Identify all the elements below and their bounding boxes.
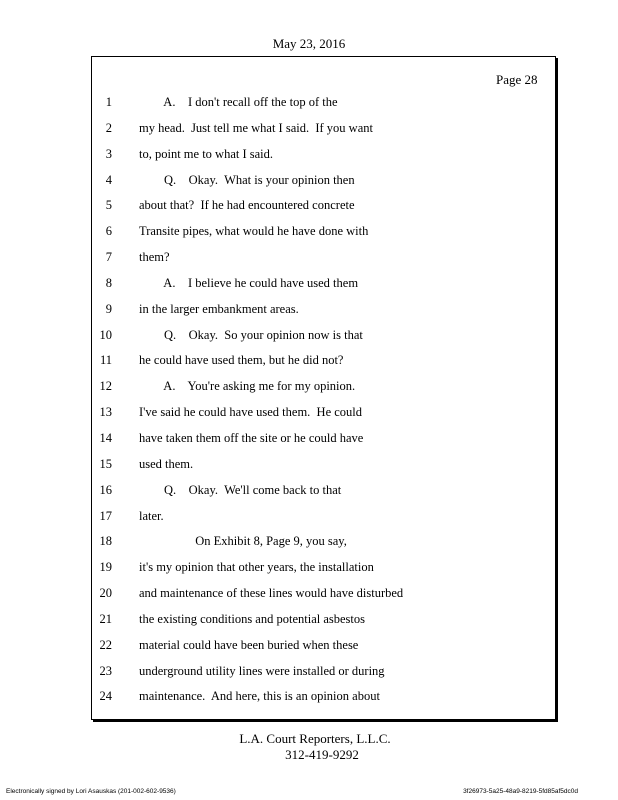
line-number: 9 (105, 301, 112, 316)
transcript-line (0, 579, 618, 605)
line-text: he could have used them, but he did not? (139, 353, 344, 368)
transcript-lines (0, 88, 618, 708)
line-text: them? (139, 250, 170, 265)
line-number: 5 (105, 198, 112, 213)
line-text: I've said he could have used them. He could (139, 405, 363, 420)
line-text: my head. Just tell me what I said. If you want (139, 120, 373, 135)
footer (0, 731, 618, 763)
transcript-line (0, 424, 618, 450)
transcript-line (0, 527, 618, 553)
line-number: 18 (99, 534, 112, 549)
line-number: 23 (99, 663, 112, 678)
line-number: 14 (99, 430, 112, 445)
page-number: Page 28 (496, 72, 538, 87)
transcript-line (0, 321, 618, 347)
line-text: later. (139, 508, 164, 523)
transcript-line (0, 372, 618, 398)
line-number: 6 (105, 224, 112, 239)
line-text: used them. (139, 456, 194, 471)
line-text: have taken them off the site or he could have (139, 430, 364, 445)
reporter-phone: 312-419-9292 (285, 747, 359, 762)
transcript-line (0, 450, 618, 476)
transcript-line (0, 476, 618, 502)
line-text: about that? If he had encountered concrete (139, 198, 355, 213)
line-number: 3 (105, 146, 112, 161)
line-text: A. You're asking me for my opinion. (139, 379, 356, 394)
line-number: 13 (99, 405, 112, 420)
line-number: 24 (99, 689, 112, 704)
line-text: Transite pipes, what would he have done with (139, 224, 369, 239)
transcript-line (0, 140, 618, 166)
line-text: A. I believe he could have used them (139, 275, 359, 290)
line-text: Q. Okay. So your opinion now is that (139, 327, 363, 342)
line-text: to, point me to what I said. (139, 146, 274, 161)
transcript-line (0, 346, 618, 372)
transcript-line (0, 191, 618, 217)
document-hash: 3f26973-5a25-48a9-8219-5fd85af5dc0d (463, 788, 578, 795)
line-number: 7 (105, 250, 112, 265)
line-text: material could have been buried when these (139, 637, 359, 652)
line-number: 20 (99, 586, 112, 601)
line-text: underground utility lines were installed or during (139, 663, 385, 678)
transcript-line (0, 114, 618, 140)
line-text: A. I don't recall off the top of the (139, 95, 338, 109)
reporter-company: L.A. Court Reporters, L.L.C. (239, 731, 391, 746)
electronic-signature: Electronically signed by Lori Asauskas (201-002-602-9536) (6, 788, 176, 795)
line-number: 2 (105, 120, 112, 135)
transcript-line (0, 243, 618, 269)
line-number: 12 (99, 379, 112, 394)
transcript-line (0, 605, 618, 631)
line-number: 16 (99, 482, 112, 497)
line-text: the existing conditions and potential asbestos (139, 611, 366, 626)
line-number: 21 (99, 611, 112, 626)
line-number: 1 (105, 95, 112, 109)
transcript-line (0, 682, 618, 708)
transcript-line (0, 398, 618, 424)
line-number: 17 (99, 508, 112, 523)
transcript-line (0, 295, 618, 321)
transcript-date: May 23, 2016 (272, 36, 346, 51)
line-number: 11 (99, 353, 112, 368)
line-number: 22 (99, 637, 112, 652)
line-number: 8 (105, 275, 112, 290)
line-text: in the larger embankment areas. (139, 301, 299, 316)
transcript-line (0, 88, 618, 114)
transcript-line (0, 553, 618, 579)
transcript-line (0, 631, 618, 657)
line-text: and maintenance of these lines would have disturbed (139, 586, 404, 601)
transcript-line (0, 657, 618, 683)
line-number: 10 (99, 327, 112, 342)
transcript-line (0, 269, 618, 295)
transcript-line (0, 502, 618, 528)
line-text: Q. Okay. What is your opinion then (139, 172, 355, 187)
line-text: maintenance. And here, this is an opinion about (139, 689, 380, 704)
line-number: 4 (105, 172, 112, 187)
line-number: 15 (99, 456, 112, 471)
transcript-line (0, 166, 618, 192)
line-number: 19 (99, 560, 112, 575)
line-text: it's my opinion that other years, the installation (139, 560, 374, 575)
line-text: Q. Okay. We'll come back to that (139, 482, 342, 497)
transcript-line (0, 217, 618, 243)
line-text: On Exhibit 8, Page 9, you say, (139, 534, 347, 549)
